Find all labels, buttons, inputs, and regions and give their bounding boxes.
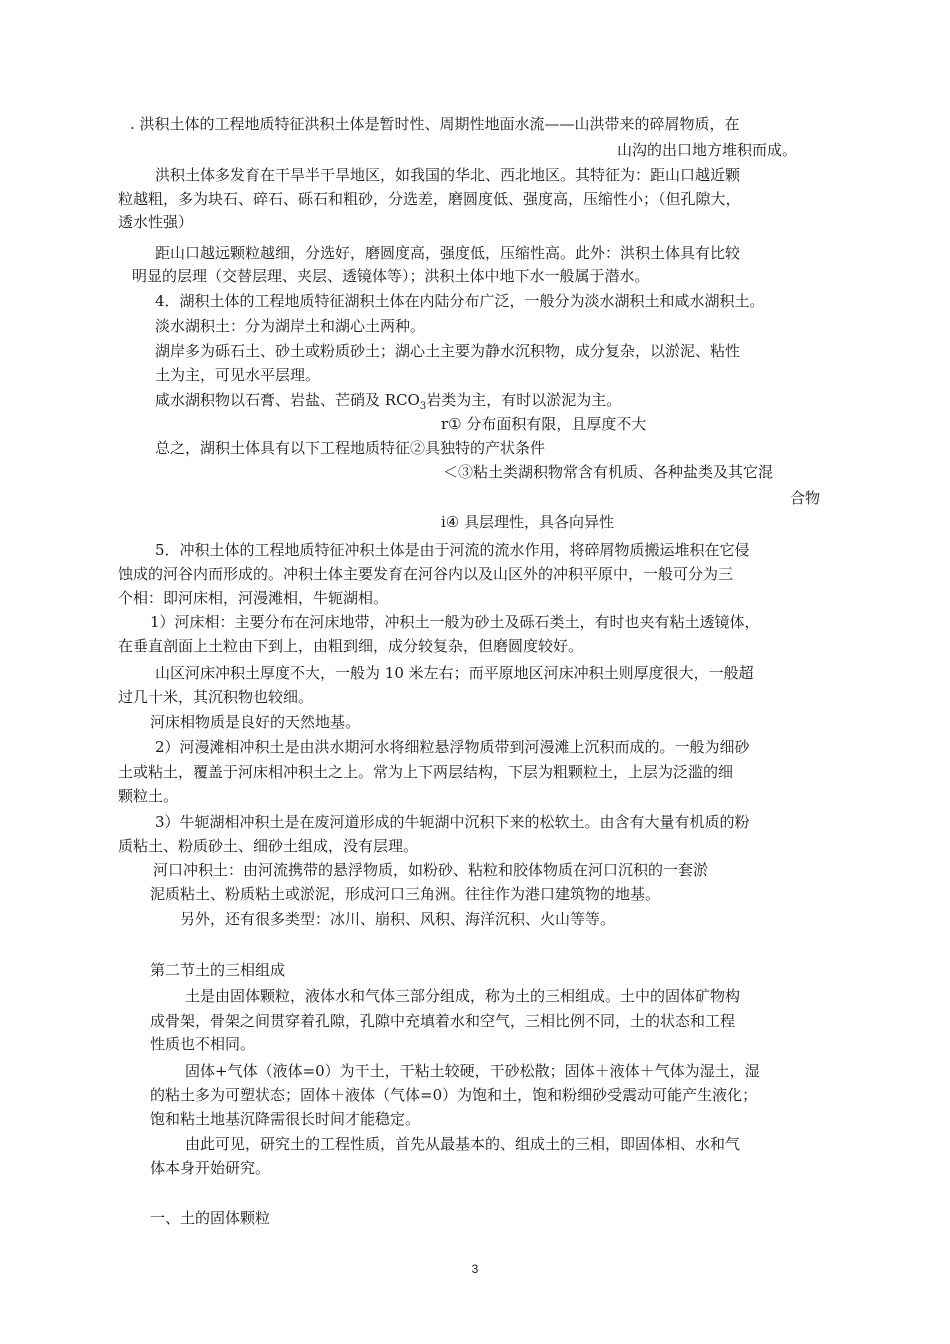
text-line: 过几十米，其沉积物也较细。 <box>118 688 314 706</box>
text-line: 河床相物质是良好的天然地基。 <box>150 713 361 731</box>
text-line: 透水性强） <box>118 213 194 231</box>
text-line: 质粘土、粉质砂土、细砂土组成，没有层理。 <box>118 837 419 855</box>
text-line: 土为主，可见水平层理。 <box>155 366 321 384</box>
text-line: 粒越粗，多为块石、碎石、砾石和粗砂，分选差，磨圆度低、强度高，压缩性小；（但孔隙大， <box>118 190 741 208</box>
text-line: 另外，还有很多类型：冰川、崩积、风积、海洋沉积、火山等等。 <box>180 910 616 928</box>
text-line: 成骨架，骨架之间贯穿着孔隙，孔隙中充填着水和空气，三相比例不同，土的状态和工程 <box>150 1012 736 1030</box>
bracket-item: ＜③粘土类湖积物常含有机质、各种盐类及其它混 <box>443 463 774 481</box>
text-line: 性质也不相同。 <box>150 1035 256 1053</box>
text-line: . 洪积土体的工程地质特征洪积土体是暂时性、周期性地面水流——山洪带来的碎屑物质，在 <box>130 115 740 133</box>
text-line: 1）河床相：主要分布在河床地带，冲积土一般为砂土及砾石类土，有时也夹有粘土透镜体， <box>150 613 760 631</box>
text-line: 固体+气体（液体=0）为干土，干粘土较硬，干砂松散；固体＋液体＋气体为湿土，湿 <box>185 1062 760 1080</box>
text-line: 总之，湖积土体具有以下工程地质特征②具独特的产状条件 <box>155 439 546 457</box>
bracket-item: r① 分布面积有限，且厚度不大 <box>441 415 647 433</box>
text-line: 明显的层理（交替层理、夹层、透镜体等）；洪积土体中地下水一般属于潜水。 <box>132 267 650 285</box>
text-line: 湖岸多为砾石土、砂土或粉质砂土；湖心土主要为静水沉积物，成分复杂，以淤泥、粘性 <box>155 342 741 360</box>
text-line: 淡水湖积土：分为湖岸土和湖心土两种。 <box>155 317 426 335</box>
bracket-item: i④ 具层理性，具各向异性 <box>441 513 615 531</box>
text-line: 5．冲积土体的工程地质特征冲积土体是由于河流的流水作用，将碎屑物质搬运堆积在它侵 <box>155 541 750 559</box>
text-line: 泥质粘土、粉质粘土或淤泥，形成河口三角洲。往往作为港口建筑物的地基。 <box>150 885 661 903</box>
text-line: 山区河床冲积土厚度不大，一般为 10 米左右；而平原地区河床冲积土则厚度很大，一般超 <box>155 664 754 682</box>
subsection-heading: 一、土的固体颗粒 <box>150 1209 271 1227</box>
text-line: 在垂直剖面上土粒由下到上，由粗到细，成分较复杂，但磨圆度较好。 <box>118 637 584 655</box>
text-line: 山沟的出口地方堆积而成。 <box>617 141 798 159</box>
text-line: 饱和粘土地基沉降需很长时间才能稳定。 <box>150 1110 421 1128</box>
text-line: 4．湖积土体的工程地质特征湖积土体在内陆分布广泛，一般分为淡水湖积土和咸水湖积土。 <box>155 292 765 310</box>
text-line: 蚀成的河谷内而形成的。冲积土体主要发育在河谷内以及山区外的冲积平原中，一般可分为三 <box>118 565 734 583</box>
text-line: 洪积土体多发育在干旱半干旱地区，如我国的华北、西北地区。其特征为：距山口越近颗 <box>155 166 741 184</box>
text-line: 合物 <box>790 489 821 507</box>
text-line: 个相：即河床相，河漫滩相，牛轭湖相。 <box>118 589 389 607</box>
text-line: 土是由固体颗粒，液体水和气体三部分组成，称为土的三相组成。土中的固体矿物构 <box>185 987 741 1005</box>
text-line: 咸水湖积物以石膏、岩盐、芒硝及 $RCO_3$岩类为主，有时以淤泥为主。 <box>155 391 622 412</box>
text-line: 土或粘土，覆盖于河床相冲积土之上。常为上下两层结构，下层为粗颗粒土，上层为泛滥的细 <box>118 763 734 781</box>
page-number: 3 <box>471 1262 479 1276</box>
text-line: 2）河漫滩相冲积土是由洪水期河水将细粒悬浮物质带到河漫滩上沉积而成的。一般为细砂 <box>155 738 750 756</box>
text-line: 的粘土多为可塑状态；固体＋液体（气体=0）为饱和土，饱和粉细砂受震动可能产生液化； <box>150 1086 758 1104</box>
text-line: 河口冲积土：由河流携带的悬浮物质，如粉砂、粘粒和胶体物质在河口沉积的一套淤 <box>153 861 709 879</box>
text-line: 体本身开始研究。 <box>150 1159 271 1177</box>
text-line: 距山口越远颗粒越细，分选好，磨圆度高，强度低，压缩性高。此外：洪积土体具有比较 <box>155 244 741 262</box>
text-line: 颗粒土。 <box>118 787 179 805</box>
text-line: 3）牛轭湖相冲积土是在废河道形成的牛轭湖中沉积下来的松软土。由含有大量有机质的粉 <box>155 813 750 831</box>
section-heading: 第二节土的三相组成 <box>150 961 286 979</box>
text-line: 由此可见，研究土的工程性质，首先从最基本的、组成土的三相，即固体相、水和气 <box>185 1135 741 1153</box>
